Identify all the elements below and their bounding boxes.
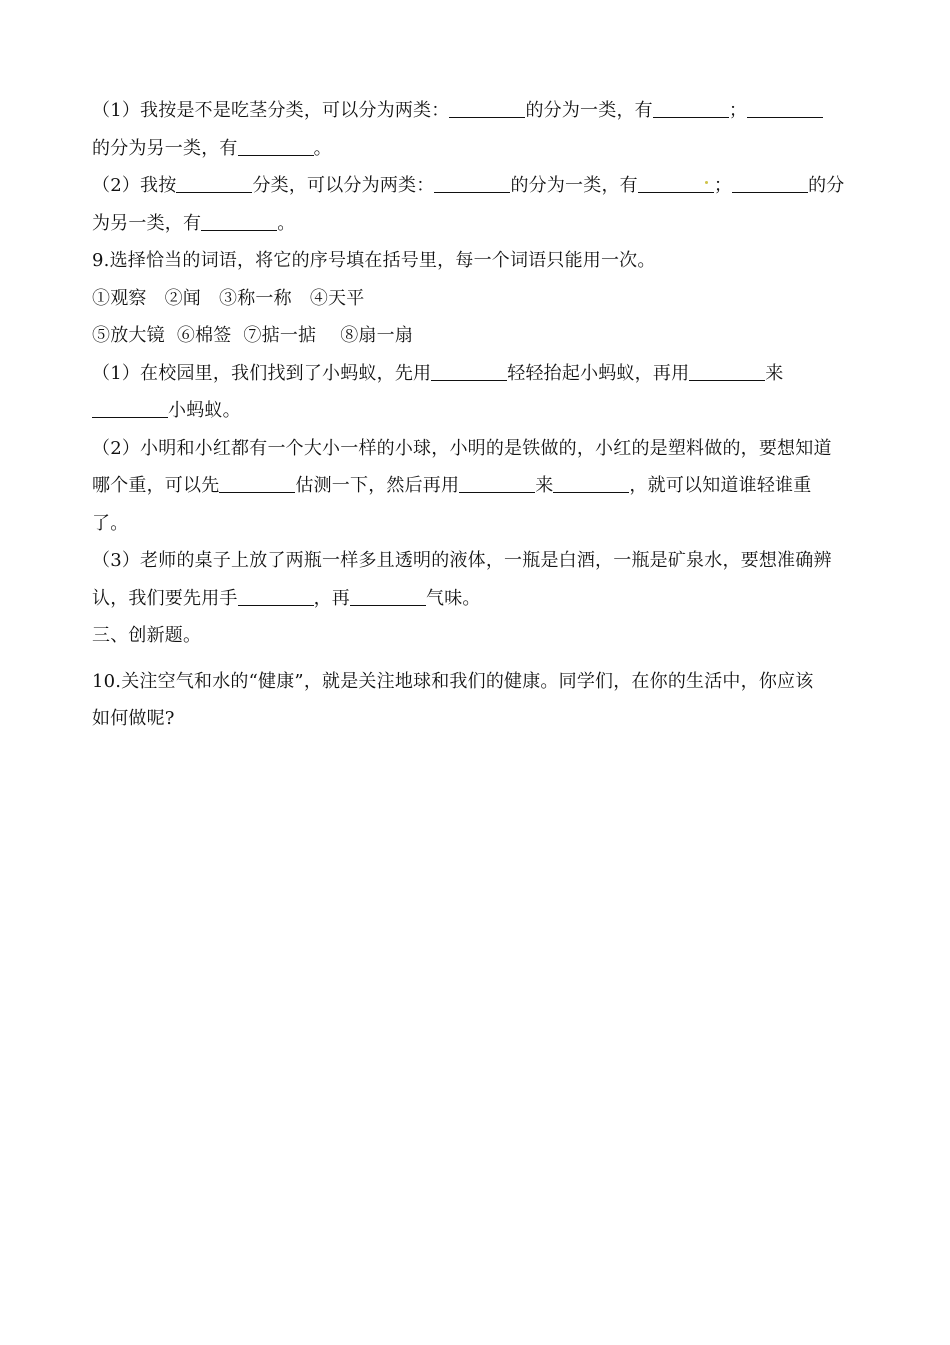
q9-s3-line1: （3）老师的桌子上放了两瓶一样多且透明的液体，一瓶是白酒，一瓶是矿泉水，要想准确辨 (92, 550, 832, 571)
q9-title: 9.选择恰当的词语，将它的序号填在括号里，每一个词语只能用一次。 (92, 250, 656, 271)
text: 的分 (808, 175, 845, 196)
worksheet-page (92, 92, 867, 738)
text: （1）我按是不是吃茎分类，可以分为两类： (92, 100, 450, 121)
option-item: ②闻 (164, 287, 202, 309)
q9-s2-line3: 了。 (92, 512, 129, 534)
answer-blank[interactable] (92, 398, 168, 418)
answer-blank[interactable] (350, 586, 426, 606)
q10-line1: 10.关注空气和水的“健康”，就是关注地球和我们的健康。同学们，在你的生活中，你应该 (92, 670, 814, 692)
text: 。 (313, 137, 332, 159)
q10-line2: 如何做呢? (92, 708, 175, 729)
answer-blank[interactable] (747, 98, 823, 118)
q9-options-row1 (92, 280, 867, 318)
answer-blank[interactable] (449, 98, 525, 118)
text: 哪个重，可以先 (92, 475, 220, 496)
text: 小蚂蚁。 (168, 400, 241, 421)
answer-blank[interactable] (434, 173, 510, 193)
text: ； (728, 100, 748, 121)
answer-blank[interactable] (201, 211, 277, 231)
option-item: ④天平 (309, 287, 365, 309)
text: 估测一下，然后再用 (295, 475, 460, 496)
text: 的分为一类，有 (510, 175, 638, 196)
option-item: ⑥棉签 (176, 325, 232, 346)
text: 气味。 (426, 587, 481, 609)
answer-blank[interactable] (689, 361, 765, 381)
option-item: ①观察 (92, 287, 147, 309)
option-item: ⑧扇一扇 (340, 325, 414, 346)
text: 认，我们要先用手 (92, 587, 238, 609)
answer-blank[interactable] (638, 173, 714, 193)
q9-options-row2 (92, 317, 867, 355)
q8-part2-line1 (92, 167, 867, 205)
q9-s3-line2 (92, 580, 867, 618)
text: 的分为一类，有 (525, 100, 653, 121)
option-item: ③称一称 (219, 287, 292, 309)
text: （1）在校园里，我们找到了小蚂蚁，先用 (92, 362, 432, 384)
text: ，再 (313, 587, 351, 609)
q9-s2-line2 (92, 467, 867, 505)
text: 来 (765, 362, 784, 384)
section-title: 三、创新题。 (92, 625, 202, 646)
text: 分类，可以分为两类： (252, 175, 435, 196)
text: 的分为另一类，有 (92, 137, 238, 159)
option-item: ⑦掂一掂 (243, 325, 317, 346)
text: （2）我按 (92, 175, 177, 196)
answer-blank[interactable] (732, 173, 808, 193)
answer-blank[interactable] (459, 473, 535, 493)
answer-blank[interactable] (553, 473, 629, 493)
answer-blank[interactable] (219, 473, 295, 493)
answer-blank[interactable] (238, 586, 314, 606)
text: 。 (277, 212, 296, 234)
q9-s1-line2 (92, 392, 867, 430)
text: ； (713, 175, 733, 196)
stray-mark (705, 181, 708, 184)
text: 来 (535, 475, 554, 496)
q8-part1-line1 (92, 92, 867, 130)
answer-blank[interactable] (176, 173, 252, 193)
option-item: ⑤放大镜 (92, 325, 165, 346)
q9-s2-line1: （2）小明和小红都有一个大小一样的小球，小明的是铁做的，小红的是塑料做的，要想知道 (92, 437, 832, 459)
q8-part1-line2 (92, 130, 867, 168)
q9-s1-line1 (92, 355, 867, 393)
text: 轻轻抬起小蚂蚁，再用 (507, 362, 690, 384)
text: ，就可以知道谁轻谁重 (629, 475, 812, 496)
answer-blank[interactable] (431, 361, 507, 381)
answer-blank[interactable] (238, 136, 314, 156)
q8-part2-line2 (92, 205, 867, 243)
answer-blank[interactable] (653, 98, 729, 118)
text: 为另一类，有 (92, 212, 202, 234)
